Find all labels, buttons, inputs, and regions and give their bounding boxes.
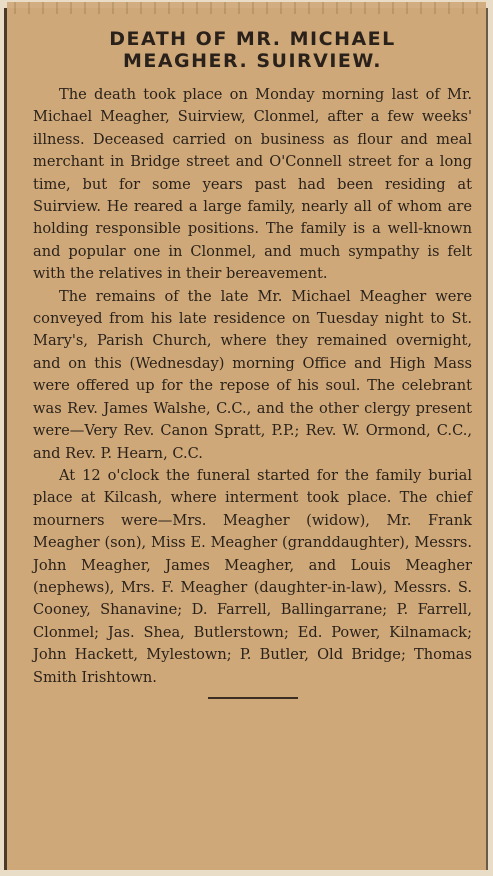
article-body <box>33 84 472 689</box>
headline-line-2: MEAGHER. SUIRVIEW. <box>122 50 383 72</box>
headline-line-1: DEATH OF MR. MICHAEL <box>109 28 396 50</box>
torn-edge <box>7 2 486 14</box>
newspaper-clipping <box>4 8 488 870</box>
paragraph-3: At 12 o'clock the funeral started for the family burial place at Kilcash, where interment took place. The chief mourners were—Mrs. Meagher (widow), Mr. Frank Meagher (son), Miss E. Meagher (granddaughter), Messrs. John Meagher, James Meagher, and Louis Meagher (nephews), Mrs. F. Meagher (daughter-in-law), Messrs. S. Cooney, Shanavine; D. Farrell, Ballingarrane; P. Farrell, Clonmel; Jas. Shea, Butlerstown; Ed. Power, Kilnamack; John Hackett, Mylestown; P. Butler, Old Bridge; Thomas Smith Irishtown. <box>33 466 472 686</box>
headline <box>33 28 472 72</box>
paragraph-1: The death took place on Monday morning last of Mr. Michael Meagher, Suirview, Clonmel, after a few weeks' illness. Deceased carried on business as flour and meal merchant in Bridge street and O'Connell street for a long time, but for some years past had been residing at Suirview. He reared a large family, nearly all of whom are holding responsible positions. The family is a well-known and popular one in Clonmel, and much sympathy is felt with the relatives in their bereavement. <box>33 86 472 283</box>
paragraph-2: The remains of the late Mr. Michael Meagher were conveyed from his late residence on Tuesday night to St. Mary's, Parish Church, where they remained overnight, and on this (Wednesday) morning Office and High Mass were offered up for the repose of his soul. The celebrant was Rev. James Walshe, C.C., and the other clergy present were—Very Rev. Canon Spratt, P.P.; Rev. W. Ormond, C.C., and Rev. P. Hearn, C.C. <box>33 287 472 462</box>
end-rule <box>208 697 298 699</box>
